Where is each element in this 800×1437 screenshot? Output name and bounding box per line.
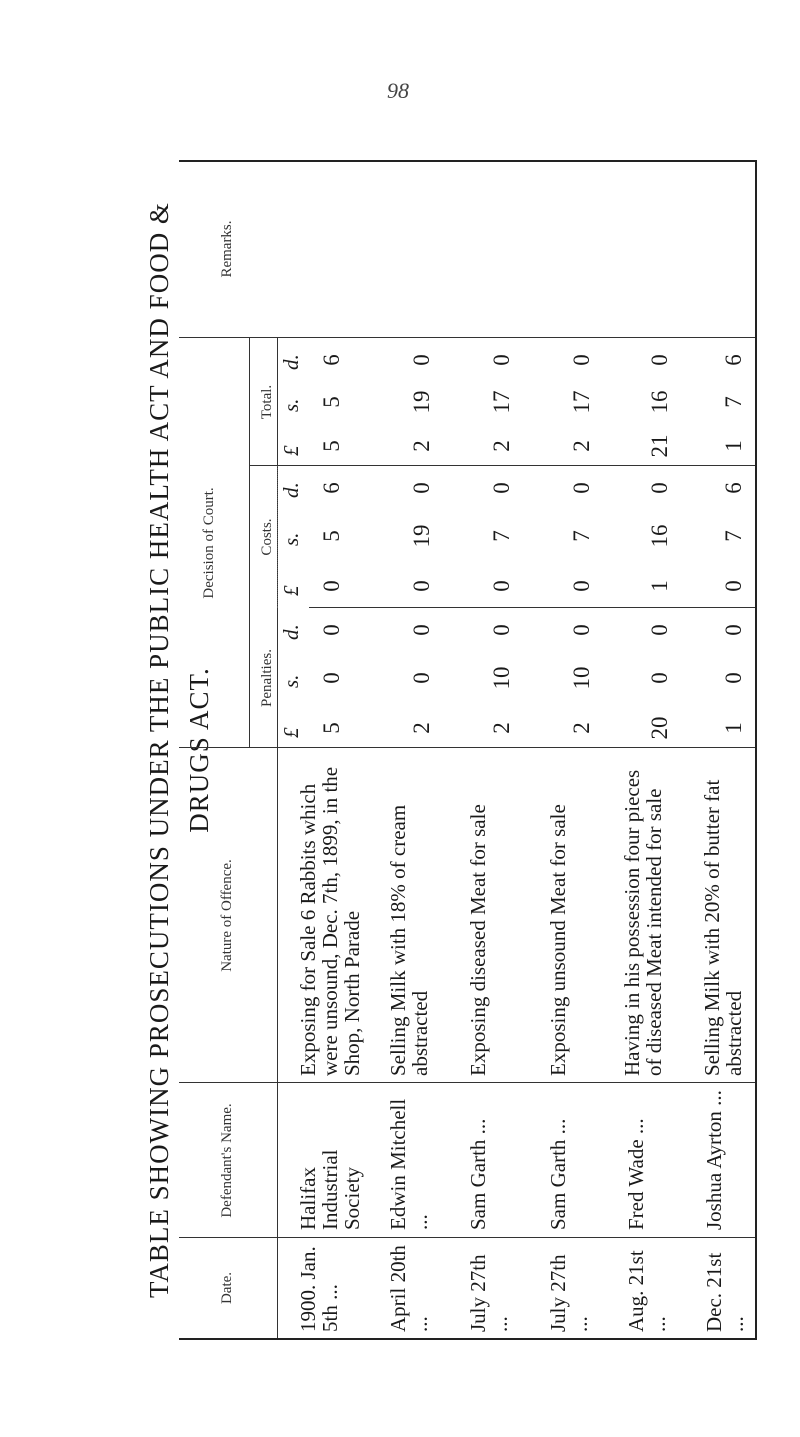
total-pence: 0 [409, 354, 434, 366]
defendant-cell: Sam Garth ... [466, 1118, 490, 1230]
penalties-header: Penalties. [259, 649, 275, 707]
date-header: Date. [219, 1271, 235, 1305]
offence-cell: Selling Milk with 20% of butter fat abstracted [700, 779, 746, 1076]
decision-rule [249, 338, 250, 748]
costs-pence: 0 [409, 482, 434, 494]
penalties-pence-unit: d. [279, 624, 303, 640]
defendant-cell: Edwin Mitchell ... [386, 1098, 432, 1230]
defendant-header: Defendant's Name. [219, 1103, 235, 1218]
penalty-pence: 0 [569, 624, 594, 636]
decision-dotted-rule [277, 466, 278, 608]
penalties-pounds-unit: £ [279, 727, 303, 738]
penalty-pence: 0 [647, 624, 672, 636]
date-cell: April 20th ... [386, 1245, 432, 1332]
offence-header: Nature of Offence. [219, 859, 235, 972]
penalty-shillings: 10 [569, 666, 594, 690]
offence-cell: Exposing for Sale 6 Rabbits which were unsound, Dec. 7th, 1899, in the Shop, North Parade [296, 766, 364, 1076]
penalty-pounds: 2 [569, 722, 594, 734]
costs-shillings: 16 [647, 524, 672, 548]
penalty-shillings: 0 [409, 672, 434, 684]
offence-cell: Selling Milk with 18% of cream abstracted [386, 804, 432, 1076]
total-shillings: 16 [647, 390, 672, 414]
table-title: TABLE SHOWING PROSECUTIONS UNDER THE PUBLIC HEALTH ACT AND FOOD & DRUGS ACT. [144, 202, 214, 1298]
table-row [695, 158, 775, 1338]
costs-shillings: 5 [319, 530, 344, 542]
costs-pounds-unit: £ [279, 585, 303, 596]
date-cell: July 27th ... [546, 1254, 592, 1332]
total-shillings: 17 [489, 390, 514, 414]
defendant-cell: Sam Garth ... [546, 1118, 570, 1230]
costs-pence: 6 [721, 482, 746, 494]
prosecutions-table-sheet [139, 160, 759, 1340]
table-row [379, 158, 459, 1338]
costs-pounds: 0 [569, 580, 594, 592]
date-cell: July 27th ... [466, 1254, 512, 1332]
costs-pence: 0 [489, 482, 514, 494]
costs-shillings: 19 [409, 524, 434, 548]
date-cell: Dec. 21st ... [702, 1252, 748, 1332]
total-shillings: 17 [569, 390, 594, 414]
offence-cell: Having in his possession four pieces of diseased Meat intended for sale [620, 769, 666, 1076]
total-pence: 0 [489, 354, 514, 366]
remarks-header: Remarks. [219, 220, 235, 278]
costs-pounds: 0 [489, 580, 514, 592]
defendant-cell: Fred Wade ... [624, 1118, 648, 1230]
costs-header: Costs. [259, 518, 275, 556]
costs-shillings: 7 [569, 530, 594, 542]
total-pounds: 1 [721, 440, 746, 452]
total-pounds: 2 [489, 440, 514, 452]
costs-pence: 6 [319, 482, 344, 494]
total-pounds: 21 [647, 434, 672, 458]
total-pence: 6 [721, 354, 746, 366]
total-pence: 0 [569, 354, 594, 366]
total-shillings-unit: s. [279, 398, 303, 412]
penalty-pence: 0 [721, 624, 746, 636]
date-cell: 1900. Jan. 5th ... [296, 1246, 342, 1332]
defendant-cell: Joshua Ayrton ... [702, 1090, 726, 1230]
costs-pounds: 0 [409, 580, 434, 592]
penalty-pence: 0 [489, 624, 514, 636]
costs-shillings-unit: s. [279, 532, 303, 546]
total-shillings: 19 [409, 390, 434, 414]
total-shillings: 5 [319, 396, 344, 408]
costs-pence: 0 [647, 482, 672, 494]
penalties-shillings-unit: s. [279, 674, 303, 688]
costs-pounds: 1 [647, 580, 672, 592]
penalty-shillings: 10 [489, 666, 514, 690]
penalty-pounds: 20 [647, 716, 672, 740]
total-pence: 0 [647, 354, 672, 366]
offence-cell: Exposing diseased Meat for sale [466, 804, 490, 1076]
total-header: Total. [259, 384, 275, 420]
total-pounds: 2 [569, 440, 594, 452]
defendant-cell: Halifax Industrial Society [296, 1149, 364, 1230]
penalty-pounds: 2 [489, 722, 514, 734]
penalty-shillings: 0 [319, 672, 344, 684]
costs-shillings: 7 [721, 530, 746, 542]
table-row [539, 158, 619, 1338]
costs-shillings: 7 [489, 530, 514, 542]
date-cell: Aug. 21st ... [624, 1250, 670, 1332]
table-row [289, 158, 369, 1338]
penalty-shillings: 0 [647, 672, 672, 684]
total-pence: 6 [319, 354, 344, 366]
total-pounds: 2 [409, 440, 434, 452]
total-pounds-unit: £ [279, 445, 303, 456]
costs-pounds: 0 [319, 580, 344, 592]
penalty-pounds: 2 [409, 722, 434, 734]
total-shillings: 7 [721, 396, 746, 408]
penalty-shillings: 0 [721, 672, 746, 684]
total-pence-unit: d. [279, 354, 303, 370]
penalty-pence: 0 [409, 624, 434, 636]
total-pounds: 5 [319, 440, 344, 452]
prosecutions-table [179, 160, 757, 1340]
page-number: 98 [387, 78, 409, 103]
offence-cell: Exposing unsound Meat for sale [546, 804, 570, 1076]
decision-header: Decision of Court. [201, 487, 217, 599]
penalty-pounds: 5 [319, 722, 344, 734]
costs-pounds: 0 [721, 580, 746, 592]
costs-pence-unit: d. [279, 482, 303, 498]
penalty-pence: 0 [319, 624, 344, 636]
table-row [617, 158, 697, 1338]
table-row [459, 158, 539, 1338]
costs-pence: 0 [569, 482, 594, 494]
penalty-pounds: 1 [721, 722, 746, 734]
